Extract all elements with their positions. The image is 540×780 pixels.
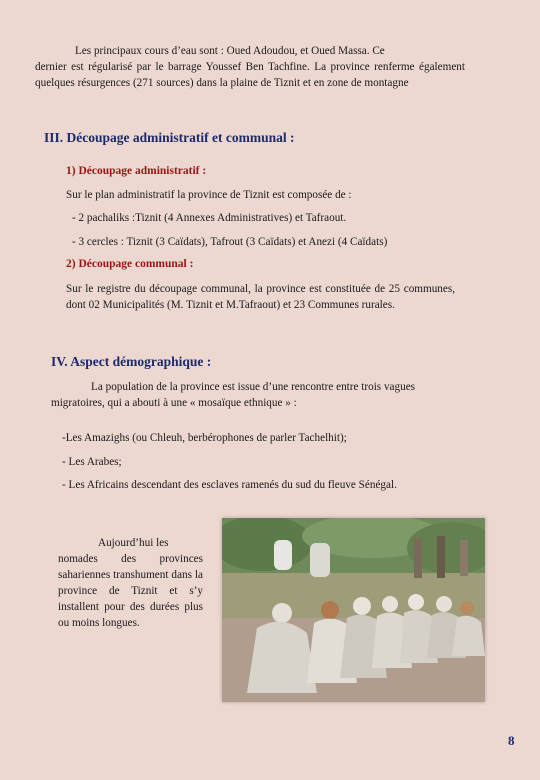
intro-continuation: dernier est régularisé par le barrage Youssef Ben Tachfine. La province renferme également quelques résurgences (271 sources) dans la plaine de Tiznit et en zone de montagne: [35, 61, 465, 89]
demographique-intro-line2: migratoires, qui a abouti à une « mosaïque ethnique » :: [51, 397, 297, 409]
nomades-paragraph: [58, 535, 203, 631]
demographique-intro-line1: La population de la province est issue d’une rencontre entre trois vagues: [91, 381, 416, 393]
cercles-item: - 3 cercles : Tiznit (3 Caïdats), Tafrout (3 Caïdats) et Anezi (4 Caïdats): [72, 236, 388, 248]
intro-paragraph: [35, 43, 465, 91]
pachaliks-item: - 2 pachaliks :Tiznit (4 Annexes Administratives) et Tafraout.: [72, 212, 347, 224]
section-heading-decoupage: III. Découpage administratif et communal :: [44, 130, 295, 145]
communal-paragraph: Sur le registre du découpage communal, la province est constituée de 25 communes, dont 02 Municipalités (M. Tiznit et M.Tafraout) et 23 Communes rurales.: [66, 283, 455, 311]
africains-item: - Les Africains descendant des esclaves ramenés du sud du fleuve Sénégal.: [62, 479, 397, 491]
subheading-administratif: 1) Découpage administratif :: [66, 165, 207, 177]
arabes-item: - Les Arabes;: [62, 456, 122, 468]
amazighs-item: -Les Amazighs (ou Chleuh, berbérophones de parler Tachelhit);: [62, 432, 347, 444]
nomads-photo-illustration: [222, 518, 485, 702]
intro-first-line: Les principaux cours d’eau sont : Oued Adoudou, et Oued Massa. Ce: [75, 45, 385, 57]
page-number: 8: [508, 733, 515, 748]
administratif-intro: Sur le plan administratif la province de Tiznit est composée de :: [66, 189, 352, 201]
nomads-photo: [222, 518, 485, 702]
nomades-continuation: nomades des provinces sahariennes transhument dans la province de Tiznit et s’y installent pour des durées plus ou moins longues.: [58, 553, 203, 629]
nomades-first-line: Aujourd’hui les: [98, 537, 169, 549]
subheading-communal: 2) Découpage communal :: [66, 258, 194, 270]
section-heading-demographique: IV. Aspect démographique :: [51, 354, 212, 369]
